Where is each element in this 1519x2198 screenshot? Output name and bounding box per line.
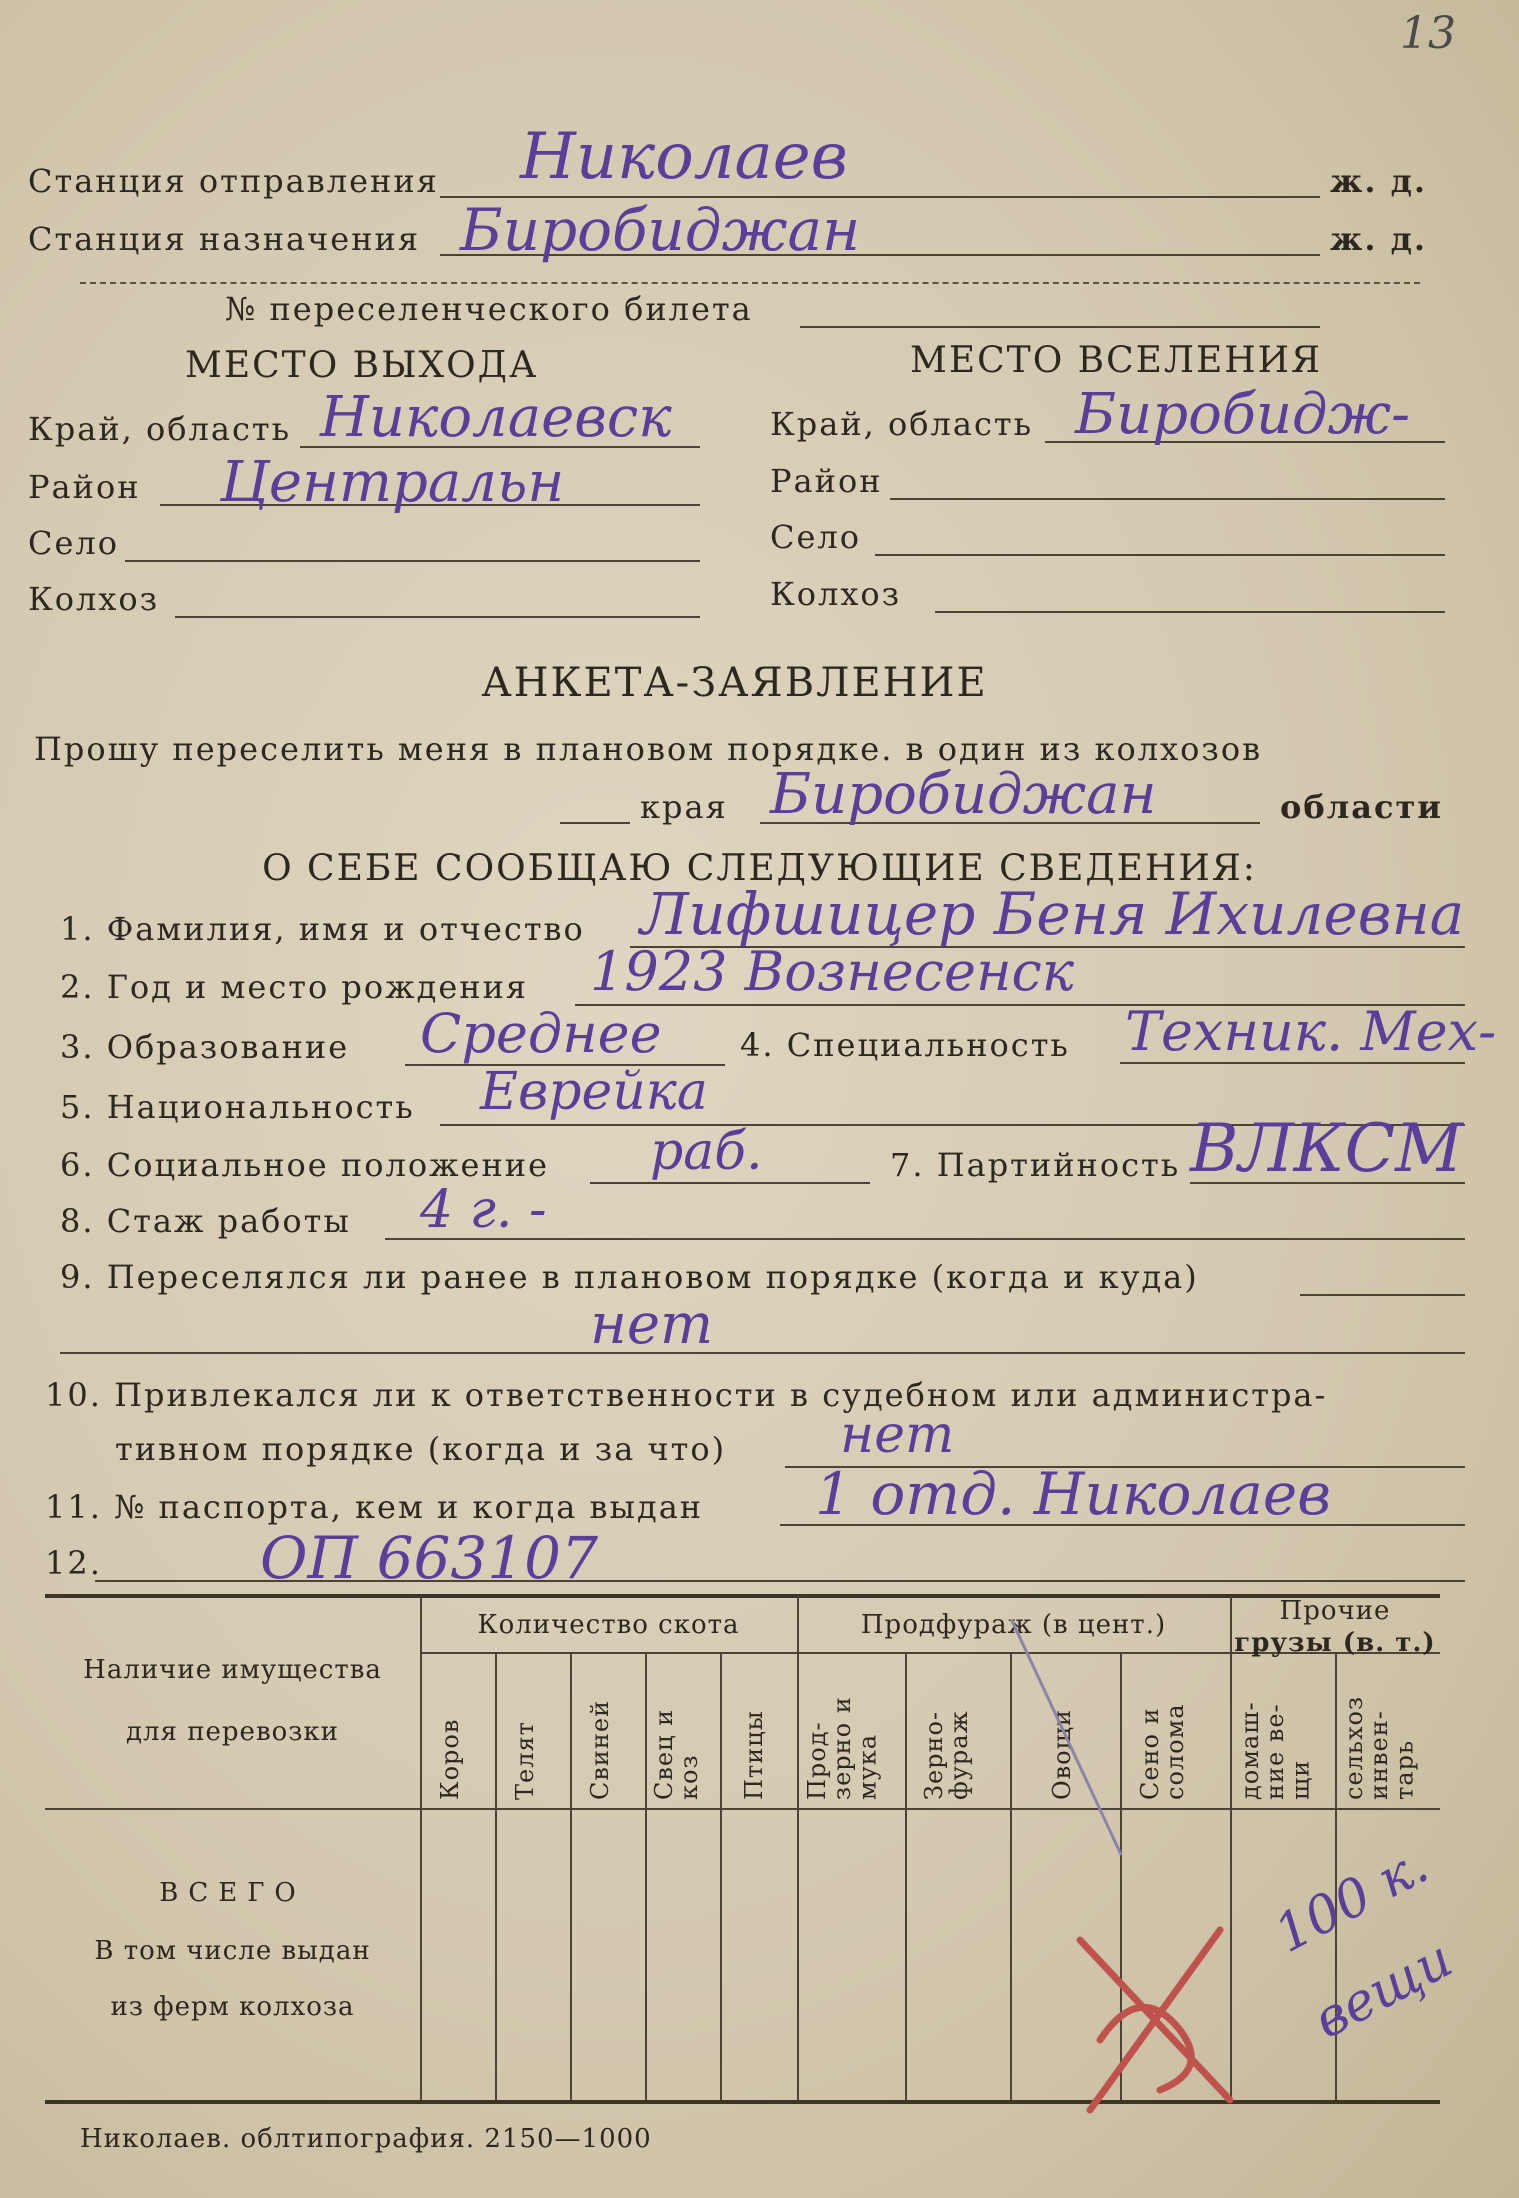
col-header-sheep-goats: Свец и коз bbox=[650, 1708, 704, 1800]
ticket-number-label: № переселенческого билета bbox=[225, 290, 753, 328]
field-9-label: 9. Переселялся ли ранее в плановом порядке (когда и куда) bbox=[60, 1258, 1199, 1296]
field-5-label: 5. Национальность bbox=[60, 1088, 415, 1126]
table-col-divider bbox=[797, 1596, 799, 2100]
field-3-label: 3. Образование bbox=[60, 1028, 350, 1066]
destination-region-value: Биробидж- bbox=[1075, 382, 1411, 447]
field-5-value: Еврейка bbox=[480, 1062, 708, 1122]
field-8-value: 4 г. - bbox=[420, 1180, 547, 1240]
table-row-header-line-2: для перевозки bbox=[126, 1717, 339, 1747]
field-9-line-b bbox=[60, 1352, 1465, 1354]
destination-district-label: Район bbox=[770, 462, 883, 500]
form-title: АНКЕТА-ЗАЯВЛЕНИЕ bbox=[481, 660, 988, 706]
destination-village-line bbox=[875, 554, 1445, 556]
field-8-line bbox=[385, 1238, 1465, 1240]
field-4-value: Техник. Мех- bbox=[1125, 1000, 1497, 1063]
destination-rail-suffix: ж. д. bbox=[1330, 220, 1428, 258]
col-header-grain-flour: Прод- зерно и мука bbox=[803, 1696, 882, 1800]
field-7-label: 7. Партийность bbox=[890, 1146, 1181, 1184]
field-8-label: 8. Стаж работы bbox=[60, 1202, 351, 1240]
col-header-household-items: домаш- ние ве- щи bbox=[1236, 1701, 1315, 1800]
destination-kolkhoz-line bbox=[935, 611, 1445, 613]
request-oblasti-label: области bbox=[1280, 788, 1444, 826]
table-col-divider bbox=[420, 1596, 422, 2100]
destination-region-label: Край, область bbox=[770, 405, 1033, 443]
col-header-hay-straw: Сено и солома bbox=[1136, 1703, 1190, 1800]
table-value-item: вещи bbox=[1304, 1929, 1463, 2051]
destination-station-value: Биробиджан bbox=[460, 196, 861, 264]
col-header-vegetables: Овощи bbox=[1048, 1709, 1076, 1800]
field-2-label: 2. Год и место рождения bbox=[60, 968, 529, 1006]
field-1-label: 1. Фамилия, имя и отчество bbox=[60, 910, 585, 948]
field-10-label-line-2: тивном порядке (когда и за что) bbox=[115, 1430, 727, 1468]
col-header-cows: Коров bbox=[436, 1718, 464, 1800]
field-12-value: ОП 663107 bbox=[260, 1524, 598, 1592]
field-12-label: 12. bbox=[45, 1544, 102, 1582]
col-header-farm-tools: сельхоз инвен- тарь bbox=[1340, 1695, 1419, 1800]
page-number: 13 bbox=[1400, 8, 1456, 59]
origin-village-label: Село bbox=[28, 524, 120, 562]
field-3-value: Среднее bbox=[420, 1002, 662, 1065]
field-9-value: нет bbox=[590, 1292, 714, 1357]
table-row-header-line-1: Наличие имущества bbox=[83, 1655, 382, 1685]
field-10-value: нет bbox=[840, 1405, 955, 1465]
destination-station-label: Станция назначения bbox=[28, 220, 421, 258]
table-subcol-divider bbox=[905, 1652, 907, 2100]
table-total-label: ВСЕГО bbox=[159, 1878, 306, 1908]
pencil-mark bbox=[1010, 1619, 1123, 1856]
request-line-1: Прошу переселить меня в плановом порядке. в один из колхозов bbox=[34, 730, 1263, 768]
printer-footer: Николаев. облтипография. 2150—1000 bbox=[80, 2124, 652, 2154]
origin-region-label: Край, область bbox=[28, 410, 291, 448]
col-header-pigs: Свиней bbox=[586, 1699, 614, 1800]
destination-heading: МЕСТО ВСЕЛЕНИЯ bbox=[910, 340, 1323, 381]
header-separator bbox=[80, 282, 1420, 284]
field-6-label: 6. Социальное положение bbox=[60, 1146, 550, 1184]
field-9-line-a bbox=[1300, 1294, 1465, 1296]
kraya-prefix-line bbox=[560, 822, 630, 824]
departure-station-value: Николаев bbox=[520, 120, 848, 194]
table-group-livestock: Количество скота bbox=[477, 1610, 740, 1640]
field-1-value: Лифшицер Беня Ихилевна bbox=[640, 880, 1465, 948]
field-2-value: 1923 Вознесенск bbox=[590, 940, 1075, 1003]
field-11-value: 1 отд. Николаев bbox=[815, 1460, 1331, 1528]
origin-kolkhoz-label: Колхоз bbox=[28, 580, 160, 618]
origin-district-label: Район bbox=[28, 468, 141, 506]
origin-heading: МЕСТО ВЫХОДА bbox=[185, 345, 539, 386]
table-value-count: 100 к. bbox=[1265, 1835, 1438, 1965]
table-incl-line-2: из ферм колхоза bbox=[110, 1992, 355, 2022]
table-subcol-divider bbox=[720, 1652, 722, 2100]
table-subcol-divider bbox=[495, 1652, 497, 2100]
info-heading: О СЕБЕ СООБЩАЮ СЛЕДУЮЩИЕ СВЕДЕНИЯ: bbox=[262, 848, 1257, 889]
col-header-poultry: Птицы bbox=[740, 1710, 768, 1800]
table-subcol-divider bbox=[570, 1652, 572, 2100]
red-cross-out-mark bbox=[1060, 1920, 1250, 2120]
ticket-number-line bbox=[800, 326, 1320, 328]
origin-kolkhoz-line bbox=[175, 616, 700, 618]
table-incl-line-1: В том числе выдан bbox=[94, 1936, 371, 1966]
field-10-label-line-1: 10. Привлекался ли к ответственности в судебном или администра- bbox=[45, 1376, 1328, 1414]
destination-village-label: Село bbox=[770, 518, 862, 556]
table-group-other-line-2: грузы (в. т.) bbox=[1234, 1628, 1436, 1658]
field-11-label: 11. № паспорта, кем и когда выдан bbox=[45, 1488, 704, 1526]
field-4-label: 4. Специальность bbox=[740, 1026, 1070, 1064]
table-group-feed: Продфураж (в цент.) bbox=[860, 1610, 1167, 1640]
request-kraya-value: Биробиджан bbox=[770, 762, 1157, 827]
departure-rail-suffix: ж. д. bbox=[1330, 162, 1428, 200]
destination-district-line bbox=[890, 498, 1445, 500]
col-header-grain-fodder: Зерно- фураж bbox=[920, 1710, 974, 1800]
origin-village-line bbox=[125, 560, 700, 562]
request-kraya-label: края bbox=[640, 788, 728, 826]
field-7-value: ВЛКСМ bbox=[1190, 1110, 1463, 1187]
table-subcol-divider bbox=[1010, 1652, 1012, 2100]
table-group-other-line-1: Прочие bbox=[1279, 1596, 1391, 1626]
field-6-line bbox=[590, 1182, 870, 1184]
destination-kolkhoz-label: Колхоз bbox=[770, 575, 902, 613]
origin-district-value: Центральн bbox=[220, 450, 565, 515]
origin-region-value: Николаевск bbox=[320, 385, 672, 450]
departure-station-label: Станция отправления bbox=[28, 162, 439, 200]
field-6-value: раб. bbox=[650, 1122, 763, 1182]
table-subcol-divider bbox=[645, 1652, 647, 2100]
col-header-calves: Телят bbox=[511, 1721, 539, 1800]
